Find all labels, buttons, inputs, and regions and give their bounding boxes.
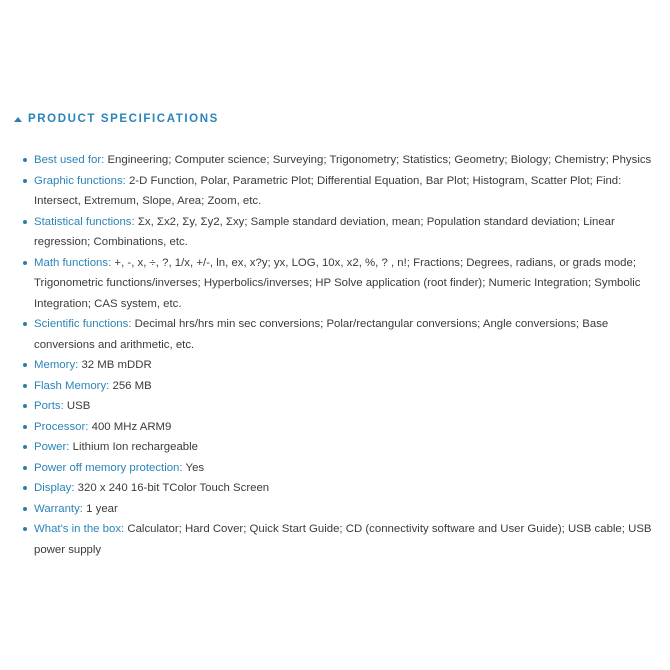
- spec-list: [14, 150, 662, 560]
- spec-item: [14, 417, 662, 438]
- spec-value: Engineering; Computer science; Surveying; Trigonometry; Statistics; Geometry; Biology; Chemistry; Physics: [104, 154, 652, 166]
- spec-item: [14, 150, 662, 171]
- bullet-icon: [23, 404, 27, 408]
- spec-label: Memory:: [34, 359, 79, 371]
- bullet-icon: [23, 425, 27, 429]
- bullet-icon: [23, 158, 27, 162]
- caret-up-icon[interactable]: [14, 117, 22, 122]
- spec-item: [14, 314, 662, 355]
- spec-value: Calculator; Hard Cover; Quick Start Guide; CD (connectivity software and User Guide); USB cable; USB power supply: [34, 523, 652, 556]
- section-title[interactable]: PRODUCT SPECIFICATIONS: [28, 113, 219, 125]
- spec-value: 32 MB mDDR: [78, 359, 152, 371]
- spec-label: Flash Memory:: [34, 379, 110, 392]
- bullet-icon: [23, 486, 27, 490]
- bullet-icon: [23, 384, 27, 388]
- bullet-icon: [23, 363, 27, 367]
- spec-item: [14, 478, 662, 499]
- bullet-icon: [23, 261, 27, 265]
- spec-item: [14, 499, 662, 520]
- spec-value: +, -, x, ÷, ?, 1/x, +/-, ln, ex, x?y; yx, LOG, 10x, x2, %, ? , n!; Fractions; Degrees, radians, or grads mode; Trigonometric functions/inverses; Hyperbolics/inverses; HP Solve application (root finder); Numeric Integration; Symbolic Integration; CAS system, etc.: [34, 256, 641, 310]
- bullet-icon: [23, 220, 27, 224]
- spec-value: 2-D Function, Polar, Parametric Plot; Differential Equation, Bar Plot; Histogram, Scatter Plot; Find: Intersect, Extremum, Slope, Area; Zoom, etc.: [34, 174, 622, 207]
- spec-item: [14, 253, 662, 315]
- spec-item: [14, 212, 662, 253]
- spec-item: [14, 376, 662, 397]
- spec-label: Display:: [34, 482, 75, 494]
- spec-value: 400 MHz ARM9: [88, 420, 172, 433]
- spec-value: Σx, Σx2, Σy, Σy2, Σxy; Sample standard deviation, mean; Population standard deviation; Linear regression; Combinations, etc.: [34, 215, 615, 248]
- spec-item: [14, 519, 662, 560]
- spec-label: What's in the box:: [34, 523, 125, 535]
- spec-value: 1 year: [82, 502, 118, 515]
- spec-label: Best used for:: [34, 154, 105, 166]
- product-specifications-section: [14, 110, 662, 560]
- bullet-icon: [23, 466, 27, 470]
- spec-value: Lithium Ion rechargeable: [69, 441, 198, 453]
- spec-label: Math functions:: [34, 256, 112, 269]
- bullet-icon: [23, 527, 27, 531]
- spec-label: Graphic functions:: [34, 174, 126, 187]
- spec-label: Ports:: [34, 400, 64, 412]
- bullet-icon: [23, 445, 27, 449]
- spec-value: USB: [63, 400, 91, 412]
- bullet-icon: [23, 179, 27, 183]
- spec-label: Power off memory protection:: [34, 461, 183, 474]
- spec-item: [14, 355, 662, 376]
- spec-label: Power:: [34, 441, 70, 453]
- spec-item: [14, 171, 662, 212]
- spec-item: [14, 458, 662, 479]
- spec-value: Decimal hrs/hrs min sec conversions; Polar/rectangular conversions; Angle conversions; Base conversions and arithmetic, etc.: [34, 318, 609, 351]
- spec-value: 256 MB: [109, 379, 152, 392]
- spec-value: Yes: [182, 461, 205, 474]
- bullet-icon: [23, 322, 27, 326]
- spec-item: [14, 437, 662, 458]
- bullet-icon: [23, 507, 27, 511]
- section-toggle[interactable]: [14, 110, 662, 128]
- spec-item: [14, 396, 662, 417]
- spec-label: Processor:: [34, 420, 89, 433]
- spec-label: Warranty:: [34, 502, 83, 515]
- spec-label: Statistical functions:: [34, 215, 135, 228]
- spec-value: 320 x 240 16-bit TColor Touch Screen: [74, 482, 270, 494]
- spec-label: Scientific functions:: [34, 318, 132, 330]
